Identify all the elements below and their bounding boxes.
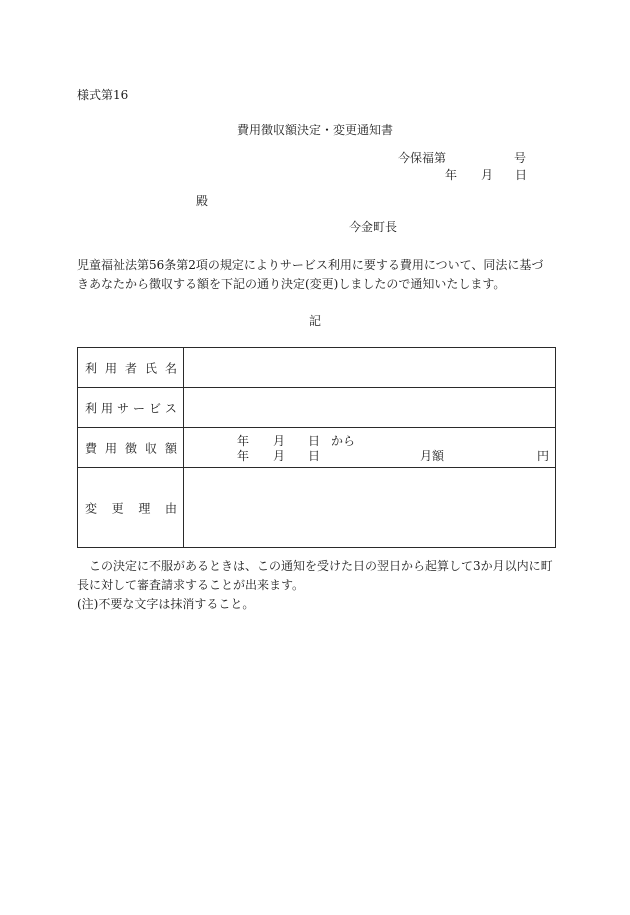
- document-number-suffix: 号: [513, 151, 526, 165]
- date-day: 日: [515, 168, 528, 182]
- sender: 今金町長: [349, 220, 398, 234]
- document-number-prefix: 今保福第: [398, 151, 447, 165]
- reason-label: 変 更 理 由: [85, 501, 177, 515]
- addressee-suffix: 殿: [196, 194, 209, 208]
- from-year: 年: [237, 434, 250, 448]
- to-year: 年: [237, 449, 250, 463]
- ki-heading: 記: [308, 314, 321, 328]
- form-number: 様式第16: [77, 88, 129, 102]
- to-day: 日: [308, 449, 321, 463]
- reason-field[interactable]: [184, 468, 556, 548]
- to-month: 月: [273, 449, 286, 463]
- record-table: [77, 347, 556, 548]
- fee-label: 費 用 徴 収 額: [85, 441, 177, 455]
- date-month: 月: [481, 168, 494, 182]
- notice-line-1: この決定に不服があるときは、この通知を受けた日の翌日から起算して3か月以内に町: [89, 559, 553, 573]
- fee-label-cell: [78, 428, 184, 468]
- user-name-field[interactable]: [184, 348, 556, 388]
- service-field[interactable]: [184, 388, 556, 428]
- service-label: 利 用 サ ー ビ ス: [85, 401, 177, 415]
- user-name-label: 利 用 者 氏 名: [85, 361, 177, 375]
- yen-label: 円: [536, 449, 549, 463]
- table-row: [78, 348, 556, 388]
- notice-line-3: (注)不要な文字は抹消すること。: [77, 597, 255, 611]
- body-text-line-2: きあなたから徴収する額を下記の通り決定(変更)しましたので通知いたします。: [77, 277, 506, 291]
- table-row: [78, 428, 556, 468]
- user-name-label-cell: [78, 348, 184, 388]
- document-title: 費用徴収額決定・変更通知書: [236, 123, 393, 137]
- notice-line-2: 長に対して審査請求することが出来ます。: [77, 578, 305, 592]
- body-text-line-1: 児童福祉法第56条第2項の規定によりサービス利用に要する費用について、同法に基づ: [77, 258, 544, 272]
- reason-label-cell: [78, 468, 184, 548]
- monthly-label: 月額: [420, 449, 445, 463]
- fee-field[interactable]: [184, 428, 556, 468]
- from-day: 日: [308, 434, 321, 448]
- from-word: から: [331, 434, 356, 448]
- table-row: [78, 468, 556, 548]
- service-label-cell: [78, 388, 184, 428]
- from-month: 月: [273, 434, 286, 448]
- date-year: 年: [445, 168, 458, 182]
- table-row: [78, 388, 556, 428]
